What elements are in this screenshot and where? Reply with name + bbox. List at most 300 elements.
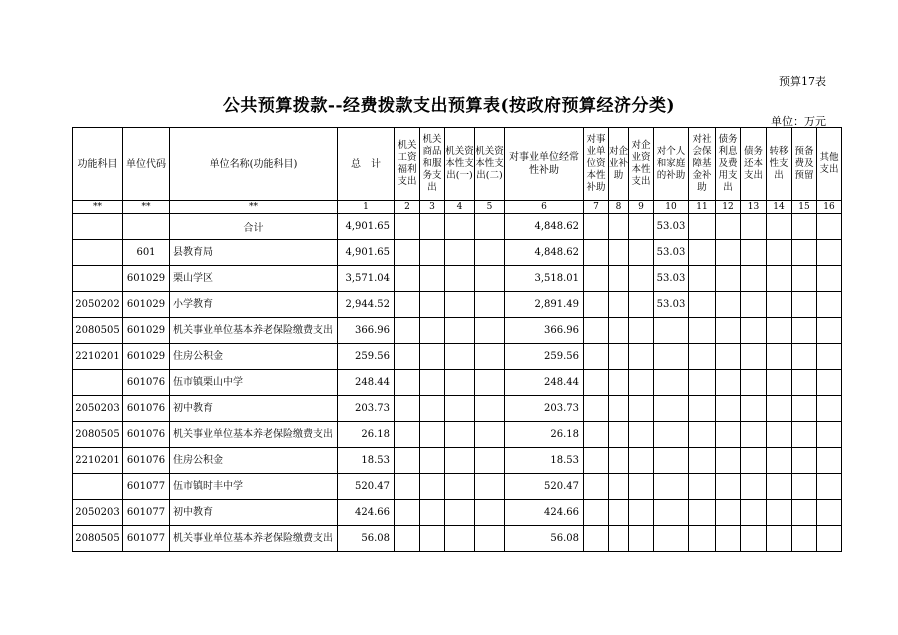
unit-name-cell: 伍市镇时丰中学 [170,474,338,500]
amount-cell: 26.18 [505,422,584,448]
index-cell: 1 [338,201,395,214]
amount-cell [792,214,817,240]
function-code-cell: 2050202 [73,292,123,318]
amount-cell [817,266,842,292]
index-cell: 16 [817,201,842,214]
index-cell: 2 [395,201,420,214]
unit-name-cell: 县教育局 [170,240,338,266]
amount-cell [767,370,792,396]
amount-cell [767,214,792,240]
amount-cell [767,500,792,526]
amount-cell [817,500,842,526]
amount-cell [689,396,716,422]
header-cell: 机关资本性支出(二) [475,128,505,201]
amount-cell [395,266,420,292]
total-cell: 520.47 [338,474,395,500]
amount-cell [445,474,475,500]
index-cell: 4 [445,201,475,214]
table-row [73,448,842,474]
table-row [73,396,842,422]
amount-cell [395,214,420,240]
amount-cell [689,240,716,266]
unit-code-cell: 601076 [123,370,170,396]
header-cell: 单位代码 [123,128,170,201]
amount-cell [741,474,767,500]
amount-cell [445,448,475,474]
amount-cell [445,370,475,396]
amount-cell [420,240,445,266]
amount-cell: 2,891.49 [505,292,584,318]
amount-cell [716,240,741,266]
amount-cell [716,500,741,526]
function-code-cell [73,474,123,500]
amount-cell [817,240,842,266]
amount-cell [445,292,475,318]
amount-cell [609,214,629,240]
table-row [73,344,842,370]
unit-code-cell: 601076 [123,422,170,448]
header-cell: 单位名称(功能科目) [170,128,338,201]
amount-cell [609,266,629,292]
unit-label: 单位：万元 [771,115,826,128]
amount-cell [817,396,842,422]
amount-cell [792,448,817,474]
amount-cell [475,474,505,500]
amount-cell [475,370,505,396]
amount-cell [584,474,609,500]
amount-cell: 424.66 [505,500,584,526]
total-cell: 4,901.65 [338,240,395,266]
amount-cell [609,292,629,318]
index-cell: 11 [689,201,716,214]
amount-cell [689,344,716,370]
amount-cell: 53.03 [654,292,689,318]
header-cell: 功能科目 [73,128,123,201]
unit-name-cell: 合计 [170,214,338,240]
amount-cell [817,474,842,500]
amount-cell [689,266,716,292]
amount-cell [654,422,689,448]
total-cell: 56.08 [338,526,395,552]
amount-cell [584,240,609,266]
amount-cell [792,526,817,552]
amount-cell [475,292,505,318]
index-cell: 7 [584,201,609,214]
function-code-cell: 2080505 [73,526,123,552]
amount-cell [420,370,445,396]
table-row [73,526,842,552]
table-row [73,214,842,240]
amount-cell [817,318,842,344]
amount-cell [609,526,629,552]
index-cell: 5 [475,201,505,214]
amount-cell [395,292,420,318]
amount-cell [654,526,689,552]
amount-cell [817,292,842,318]
amount-cell [654,396,689,422]
amount-cell [420,500,445,526]
amount-cell [445,422,475,448]
amount-cell [716,370,741,396]
total-cell: 366.96 [338,318,395,344]
function-code-cell [73,214,123,240]
index-cell: 6 [505,201,584,214]
amount-cell [420,526,445,552]
amount-cell [767,526,792,552]
amount-cell [609,448,629,474]
amount-cell [689,318,716,344]
amount-cell: 53.03 [654,240,689,266]
amount-cell [445,214,475,240]
index-cell: 12 [716,201,741,214]
amount-cell [689,500,716,526]
amount-cell [741,370,767,396]
amount-cell [629,240,654,266]
total-cell: 203.73 [338,396,395,422]
amount-cell [395,422,420,448]
total-cell: 3,571.04 [338,266,395,292]
amount-cell [445,526,475,552]
amount-cell: 4,848.62 [505,240,584,266]
amount-cell [609,370,629,396]
total-cell: 4,901.65 [338,214,395,240]
amount-cell: 18.53 [505,448,584,474]
amount-cell [767,448,792,474]
amount-cell [420,344,445,370]
function-code-cell: 2050203 [73,500,123,526]
amount-cell: 53.03 [654,266,689,292]
amount-cell [741,318,767,344]
amount-cell [629,396,654,422]
amount-cell [741,396,767,422]
total-cell: 424.66 [338,500,395,526]
amount-cell [741,240,767,266]
total-cell: 259.56 [338,344,395,370]
amount-cell [689,214,716,240]
index-row [73,201,842,214]
amount-cell [741,422,767,448]
amount-cell [609,240,629,266]
amount-cell [817,370,842,396]
amount-cell [445,396,475,422]
amount-cell [395,370,420,396]
amount-cell [817,422,842,448]
amount-cell [584,500,609,526]
index-cell: 9 [629,201,654,214]
amount-cell [654,318,689,344]
amount-cell [741,266,767,292]
amount-cell [792,292,817,318]
amount-cell [420,448,445,474]
amount-cell [767,474,792,500]
index-cell: 3 [420,201,445,214]
form-number: 预算17表 [779,75,826,88]
amount-cell [629,500,654,526]
table-row [73,318,842,344]
unit-code-cell: 601029 [123,318,170,344]
unit-code-cell: 601029 [123,266,170,292]
index-cell: 8 [609,201,629,214]
header-cell: 机关商品和服务支出 [420,128,445,201]
header-cell: 转移性支出 [767,128,792,201]
amount-cell [629,344,654,370]
amount-cell [716,448,741,474]
unit-name-cell: 小学教育 [170,292,338,318]
amount-cell [792,240,817,266]
amount-cell [629,214,654,240]
amount-cell [767,422,792,448]
page-title: 公共预算拨款--经费拨款支出预算表(按政府预算经济分类) [222,96,676,116]
amount-cell [792,422,817,448]
amount-cell [716,318,741,344]
amount-cell [689,370,716,396]
unit-code-cell: 601076 [123,396,170,422]
amount-cell: 203.73 [505,396,584,422]
amount-cell [689,448,716,474]
amount-cell [629,448,654,474]
function-code-cell: 2080505 [73,318,123,344]
amount-cell [395,318,420,344]
amount-cell [741,500,767,526]
amount-cell [445,318,475,344]
unit-name-cell: 初中教育 [170,500,338,526]
amount-cell: 520.47 [505,474,584,500]
amount-cell [475,266,505,292]
amount-cell [716,266,741,292]
amount-cell [716,292,741,318]
header-cell: 对企业补助 [609,128,629,201]
amount-cell [817,526,842,552]
amount-cell [475,448,505,474]
amount-cell [767,318,792,344]
amount-cell: 53.03 [654,214,689,240]
unit-name-cell: 机关事业单位基本养老保险缴费支出 [170,422,338,448]
amount-cell [629,266,654,292]
amount-cell [689,292,716,318]
amount-cell: 3,518.01 [505,266,584,292]
unit-code-cell: 601077 [123,500,170,526]
index-cell: ** [73,201,123,214]
amount-cell: 366.96 [505,318,584,344]
amount-cell [475,526,505,552]
amount-cell [609,474,629,500]
amount-cell [792,500,817,526]
amount-cell [716,214,741,240]
function-code-cell: 2210201 [73,344,123,370]
function-code-cell: 2210201 [73,448,123,474]
amount-cell [584,396,609,422]
amount-cell [654,448,689,474]
amount-cell [584,292,609,318]
amount-cell [395,448,420,474]
unit-code-cell: 601029 [123,292,170,318]
unit-code-cell: 601029 [123,344,170,370]
unit-name-cell: 栗山学区 [170,266,338,292]
amount-cell [817,344,842,370]
amount-cell [420,292,445,318]
amount-cell: 56.08 [505,526,584,552]
amount-cell [395,526,420,552]
amount-cell [584,214,609,240]
amount-cell [767,344,792,370]
amount-cell [584,318,609,344]
amount-cell [475,422,505,448]
header-row [73,128,842,201]
amount-cell [767,266,792,292]
amount-cell: 259.56 [505,344,584,370]
amount-cell [767,396,792,422]
amount-cell [584,526,609,552]
amount-cell [475,214,505,240]
amount-cell [395,396,420,422]
amount-cell [689,474,716,500]
budget-table [72,127,842,552]
amount-cell [420,396,445,422]
amount-cell [741,214,767,240]
amount-cell [741,526,767,552]
amount-cell [629,318,654,344]
amount-cell [395,240,420,266]
unit-code-cell [123,214,170,240]
amount-cell [395,500,420,526]
function-code-cell [73,370,123,396]
amount-cell [609,422,629,448]
table-row [73,370,842,396]
function-code-cell [73,240,123,266]
amount-cell [475,318,505,344]
amount-cell [741,448,767,474]
unit-code-cell: 601 [123,240,170,266]
amount-cell [629,422,654,448]
amount-cell [792,370,817,396]
index-cell: 14 [767,201,792,214]
index-cell: ** [123,201,170,214]
index-cell: 13 [741,201,767,214]
amount-cell [445,344,475,370]
amount-cell [654,500,689,526]
amount-cell [716,344,741,370]
unit-code-cell: 601077 [123,474,170,500]
header-cell: 对个人和家庭的补助 [654,128,689,201]
amount-cell [629,474,654,500]
amount-cell [792,474,817,500]
unit-name-cell: 伍市镇栗山中学 [170,370,338,396]
amount-cell [767,240,792,266]
amount-cell [584,448,609,474]
unit-name-cell: 机关事业单位基本养老保险缴费支出 [170,318,338,344]
amount-cell [584,422,609,448]
amount-cell [445,266,475,292]
amount-cell [420,266,445,292]
header-cell: 债务还本支出 [741,128,767,201]
table-row [73,292,842,318]
table-row [73,422,842,448]
amount-cell [629,370,654,396]
amount-cell [584,370,609,396]
amount-cell [629,292,654,318]
total-cell: 2,944.52 [338,292,395,318]
header-cell: 对企业资本性支出 [629,128,654,201]
amount-cell [817,448,842,474]
index-cell: 15 [792,201,817,214]
unit-name-cell: 住房公积金 [170,344,338,370]
header-cell: 预备费及预留 [792,128,817,201]
amount-cell [767,292,792,318]
amount-cell [395,344,420,370]
amount-cell [629,526,654,552]
amount-cell [584,266,609,292]
table-row [73,500,842,526]
header-cell: 机关工资福利支出 [395,128,420,201]
unit-name-cell: 住房公积金 [170,448,338,474]
amount-cell [792,396,817,422]
function-code-cell: 2080505 [73,422,123,448]
function-code-cell [73,266,123,292]
amount-cell [609,318,629,344]
amount-cell [609,344,629,370]
amount-cell [716,474,741,500]
header-cell: 对事业单位资本性补助 [584,128,609,201]
header-cell: 总 计 [338,128,395,201]
amount-cell: 4,848.62 [505,214,584,240]
amount-cell [475,396,505,422]
index-cell: 10 [654,201,689,214]
amount-cell [792,318,817,344]
amount-cell [716,396,741,422]
unit-code-cell: 601077 [123,526,170,552]
table-row [73,240,842,266]
amount-cell [475,240,505,266]
unit-code-cell: 601076 [123,448,170,474]
amount-cell [609,500,629,526]
amount-cell [609,396,629,422]
amount-cell [445,240,475,266]
table-row [73,474,842,500]
amount-cell [584,344,609,370]
function-code-cell: 2050203 [73,396,123,422]
amount-cell [817,214,842,240]
header-cell: 债务利息及费用支出 [716,128,741,201]
amount-cell [741,292,767,318]
total-cell: 26.18 [338,422,395,448]
amount-cell [654,370,689,396]
header-cell: 机关资本性支出(一) [445,128,475,201]
header-cell: 其他支出 [817,128,842,201]
amount-cell [689,526,716,552]
unit-name-cell: 初中教育 [170,396,338,422]
amount-cell [475,344,505,370]
amount-cell [420,318,445,344]
amount-cell [420,214,445,240]
amount-cell [716,526,741,552]
header-cell: 对社会保障基金补助 [689,128,716,201]
index-cell: ** [170,201,338,214]
header-cell: 对事业单位经常性补助 [505,128,584,201]
amount-cell [792,266,817,292]
amount-cell [741,344,767,370]
total-cell: 248.44 [338,370,395,396]
amount-cell [689,422,716,448]
unit-name-cell: 机关事业单位基本养老保险缴费支出 [170,526,338,552]
amount-cell [654,474,689,500]
amount-cell [654,344,689,370]
amount-cell [420,474,445,500]
table-row [73,266,842,292]
amount-cell [445,500,475,526]
amount-cell [420,422,445,448]
amount-cell [716,422,741,448]
amount-cell [475,500,505,526]
